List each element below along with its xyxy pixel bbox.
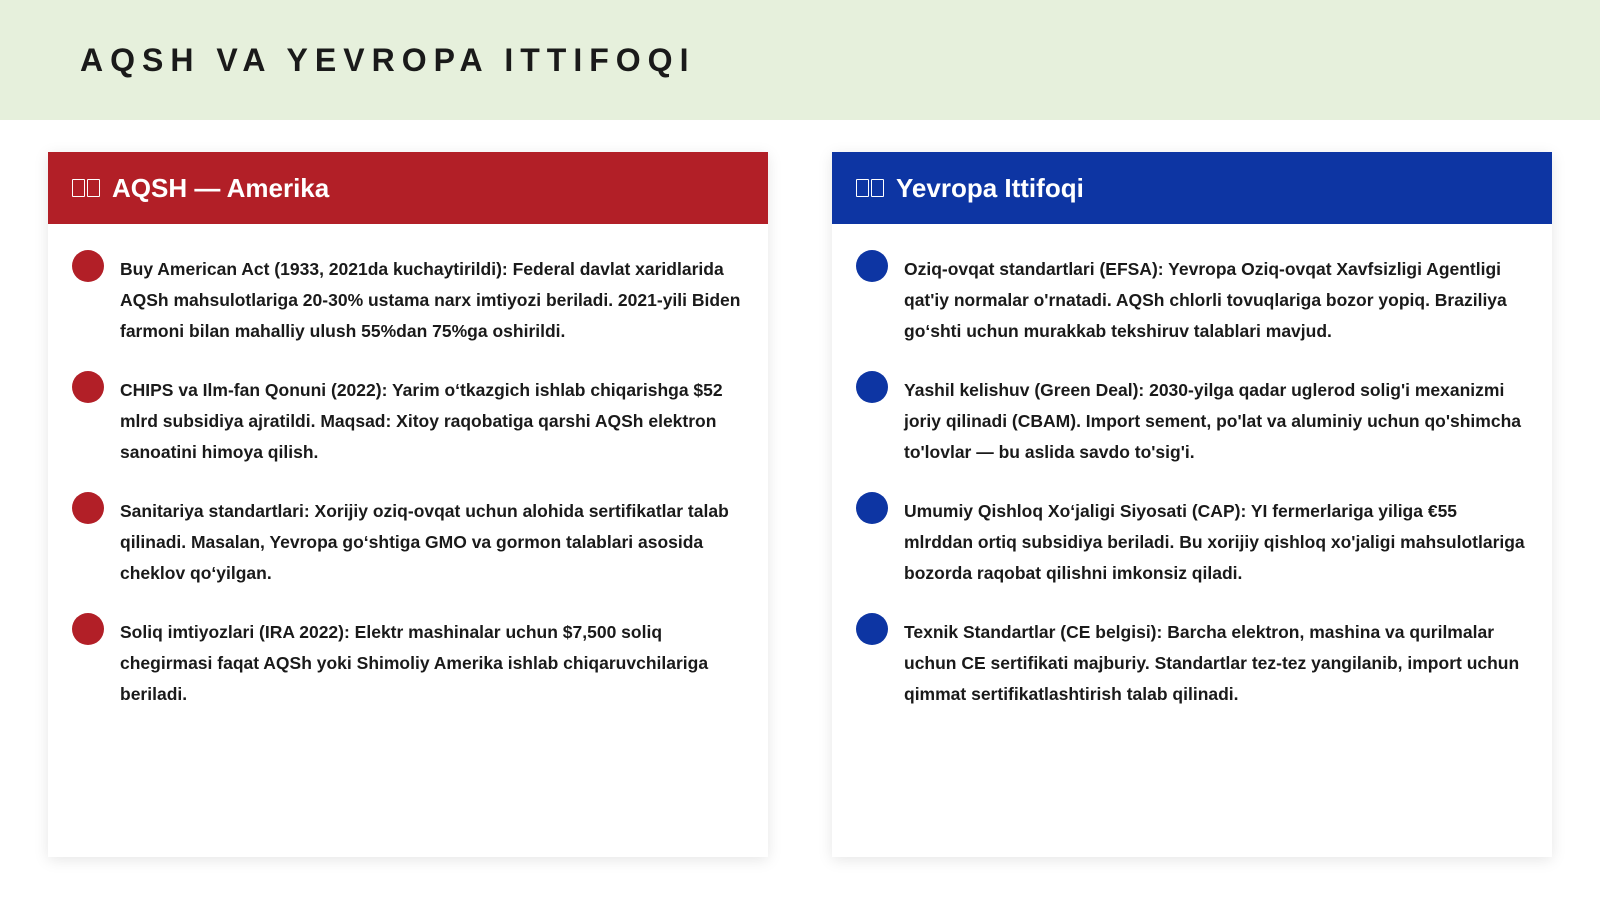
eu-panel-header bbox=[832, 152, 1552, 224]
list-item bbox=[72, 613, 744, 710]
list-item bbox=[72, 250, 744, 347]
list-item-text: CHIPS va Ilm-fan Qonuni (2022): Yarim oʻtkazgich ishlab chiqarishga $52 mlrd subsidiya ajratildi. Maqsad: Xitoy raqobatiga qarshi AQSh elektron sanoatini himoya qilish. bbox=[120, 380, 723, 462]
bullet-icon bbox=[72, 250, 104, 282]
bullet-icon bbox=[72, 492, 104, 524]
eu-item-list bbox=[832, 224, 1552, 710]
list-item-text: Yashil kelishuv (Green Deal): 2030-yilga qadar uglerod solig'i mexanizmi joriy qilinadi (CBAM). Import sement, po'lat va aluminiy uchun qo'shimcha to'lovlar — bu aslida savdo to'sig'i. bbox=[904, 380, 1522, 462]
us-panel-header bbox=[48, 152, 768, 224]
list-item bbox=[856, 371, 1528, 468]
eu-panel-heading: Yevropa Ittifoqi bbox=[896, 172, 1084, 203]
list-item bbox=[856, 492, 1528, 589]
us-panel-heading: AQSH — Amerika bbox=[112, 172, 330, 203]
list-item bbox=[856, 613, 1528, 710]
flag-icon bbox=[72, 179, 100, 197]
page-title: AQSH VA YEVROPA ITTIFOQI bbox=[80, 42, 696, 78]
bullet-icon bbox=[856, 250, 888, 282]
list-item bbox=[856, 250, 1528, 347]
list-item-text: Sanitariya standartlari: Xorijiy oziq-ovqat uchun alohida sertifikatlar talab qilinadi. Masalan, Yevropa goʻshtiga GMO va gormon talablari asosida cheklov qoʻyilgan. bbox=[120, 501, 729, 583]
list-item-text: Buy American Act (1933, 2021da kuchaytirildi): Federal davlat xaridlarida AQSh mahsulotlariga 20-30% ustama narx imtiyozi beriladi. 2021-yili Biden farmoni bilan mahalliy ulush 55%dan 75%ga oshirildi. bbox=[120, 259, 741, 341]
list-item bbox=[72, 492, 744, 589]
bullet-icon bbox=[72, 371, 104, 403]
us-item-list bbox=[48, 224, 768, 710]
list-item-text: Umumiy Qishloq Xoʻjaligi Siyosati (CAP): YI fermerlariga yiliga €55 mlrddan ortiq subsidiya beriladi. Bu xorijiy qishloq xo'jaligi mahsulotlariga bozorda raqobat qilishni imkonsiz qiladi. bbox=[904, 501, 1525, 583]
bullet-icon bbox=[856, 492, 888, 524]
eu-panel bbox=[832, 152, 1552, 857]
header-bar bbox=[0, 0, 1600, 120]
list-item-text: Texnik Standartlar (CE belgisi): Barcha elektron, mashina va qurilmalar uchun CE sertifikati majburiy. Standartlar tez-tez yangilanib, import uchun qimmat sertifikatlashtirish talab qilinadi. bbox=[904, 622, 1520, 704]
list-item-text: Soliq imtiyozlari (IRA 2022): Elektr mashinalar uchun $7,500 soliq chegirmasi faqat AQSh yoki Shimoliy Amerika ishlab chiqaruvchilariga beriladi. bbox=[120, 622, 709, 704]
bullet-icon bbox=[72, 613, 104, 645]
flag-icon bbox=[856, 179, 884, 197]
bullet-icon bbox=[856, 371, 888, 403]
bullet-icon bbox=[856, 613, 888, 645]
us-panel bbox=[48, 152, 768, 857]
list-item bbox=[72, 371, 744, 468]
list-item-text: Oziq-ovqat standartlari (EFSA): Yevropa Oziq-ovqat Xavfsizligi Agentligi qat'iy normalar o'rnatadi. AQSh chlorli tovuqlariga bozor yopiq. Braziliya goʻshti uchun murakkab tekshiruv talablari mavjud. bbox=[904, 259, 1507, 341]
